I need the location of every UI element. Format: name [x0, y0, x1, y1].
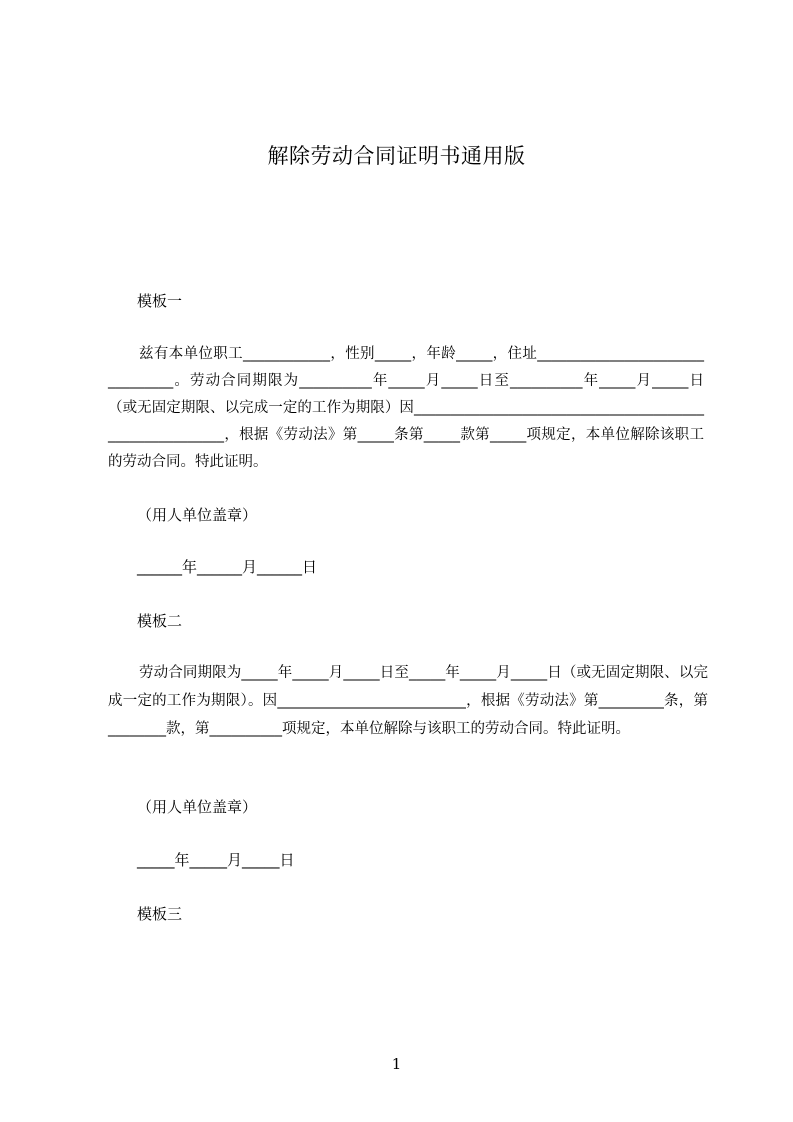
page-number: 1	[391, 1055, 402, 1073]
template1-body: 兹有本单位职工____________，性别_____，年龄_____，住址________________________________。劳动合同期限为__________年_____月_____日至__________年_____月_____日（或无固定期限、以完成一定的工作为期限）因________________________________________________________，根据《劳动法》第_____条第_____款第_____项规定，本单位解除该职工的劳动合同。特此证明。	[108, 346, 704, 470]
template1-seal: （用人单位盖章）	[137, 506, 258, 524]
document-title: 解除劳动合同证明书通用版	[267, 144, 526, 168]
template3-heading: 模板三	[137, 905, 183, 923]
template2-seal: （用人单位盖章）	[137, 798, 258, 816]
template2-heading: 模板二	[137, 612, 183, 630]
template1-heading: 模板一	[137, 292, 183, 310]
template2-date: _____年_____月_____日	[137, 851, 295, 869]
template1-date: ______年______月______日	[137, 558, 318, 576]
template2-body: 劳动合同期限为_____年_____月_____日至_____年_____月_____日（或无固定期限、以完成一定的工作为期限）。因__________________________，根据《劳动法》第_________条，第________款，第__________项规定，本单位解除与该职工的劳动合同。特此证明。	[108, 665, 708, 737]
